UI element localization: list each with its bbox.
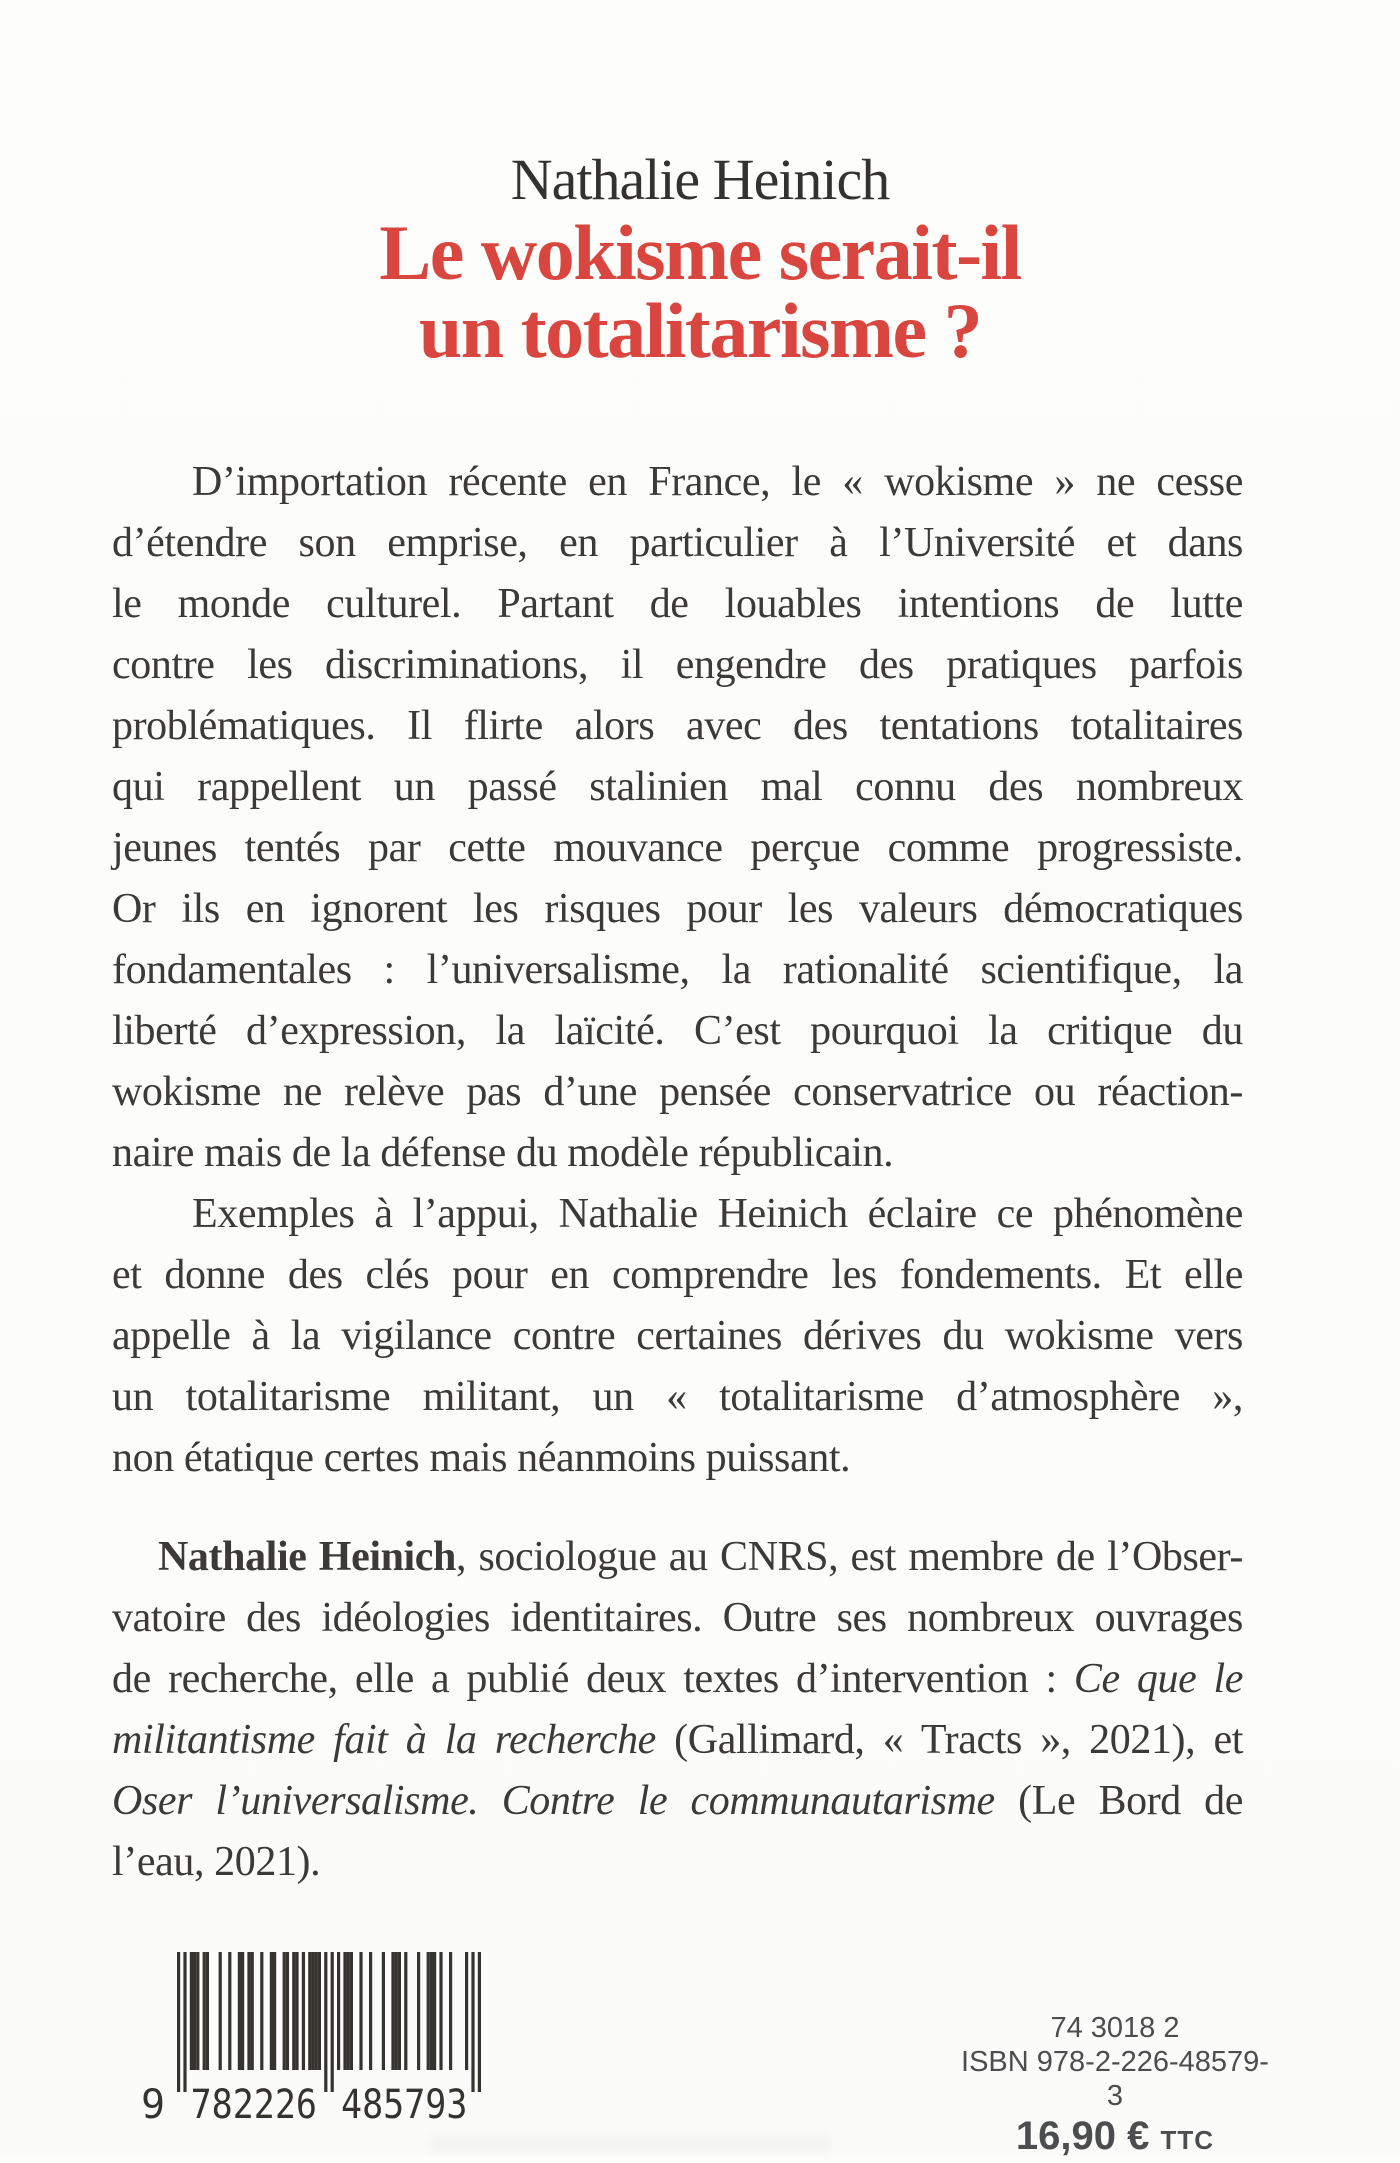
text-segment: Ce que le	[1073, 1656, 1243, 1702]
text-segment: fondamentales : l’universalisme, la rationalité scientifique, la	[112, 947, 1243, 993]
text-segment: wokisme ne relève pas d’une pensée conservatrice ou réaction-	[112, 1069, 1243, 1115]
text-segment: et donne des clés pour en comprendre les fondements. Et elle	[112, 1252, 1243, 1298]
text-segment: appelle à la vigilance contre certaines dérives du wokisme vers	[112, 1313, 1243, 1359]
text-segment: militantisme fait à la recherche	[112, 1717, 656, 1763]
text-segment: (Gallimard, « Tracts », 2021), et	[655, 1717, 1243, 1763]
text-segment: vatoire des idéologies identitaires. Outre ses nombreux ouvrages	[112, 1595, 1243, 1641]
text-line	[112, 1367, 1243, 1428]
text-line	[112, 574, 1243, 635]
isbn-number: ISBN 978-2-226-48579-3	[961, 2046, 1269, 2112]
text-line	[112, 1245, 1243, 1306]
text-line	[112, 635, 1243, 696]
text-line	[112, 879, 1243, 940]
barcode-image	[115, 1952, 515, 2127]
text-line	[112, 1649, 1243, 1710]
text-line	[112, 1771, 1243, 1832]
text-segment: Or ils en ignorent les risques pour les valeurs démocratiques	[112, 886, 1243, 932]
book-title	[0, 209, 1400, 374]
print-code: 74 3018 2	[1050, 2012, 1180, 2044]
text-segment: D’importation récente en France, le « wokisme » ne cesse	[192, 459, 1243, 505]
svg-text:782226: 782226	[190, 2082, 317, 2127]
text-line	[112, 1306, 1243, 1367]
text-line	[112, 1832, 1243, 1893]
scan-smudge	[430, 2136, 830, 2152]
text-line	[112, 1062, 1243, 1123]
paragraph	[112, 1527, 1243, 1893]
text-segment: Oser l’universalisme. Contre le communautarisme	[112, 1778, 995, 1824]
paragraph	[112, 452, 1243, 1184]
text-line	[112, 1428, 1243, 1489]
text-segment: liberté d’expression, la laïcité. C’est pourquoi la critique du	[112, 1008, 1243, 1054]
svg-text:485793: 485793	[341, 2082, 468, 2127]
text-line	[112, 513, 1243, 574]
text-line	[112, 696, 1243, 757]
text-segment: l’eau, 2021).	[112, 1839, 321, 1885]
text-segment: naire mais de la défense du modèle républicain.	[112, 1130, 894, 1176]
text-line	[112, 452, 1243, 513]
text-segment: qui rappellent un passé stalinien mal connu des nombreux	[112, 764, 1243, 810]
text-segment: (Le Bord de	[994, 1778, 1244, 1824]
book-blurb	[112, 452, 1243, 1893]
text-line	[112, 1001, 1243, 1062]
text-segment: de recherche, elle a publié deux textes d’intervention :	[112, 1656, 1074, 1702]
text-segment: non étatique certes mais néanmoins puissant.	[112, 1435, 851, 1481]
paragraph	[112, 1184, 1243, 1489]
text-segment: le monde culturel. Partant de louables intentions de lutte	[112, 581, 1243, 627]
text-segment: , sociologue au CNRS, est membre de l’Obser-	[456, 1534, 1243, 1580]
text-segment: jeunes tentés par cette mouvance perçue comme progressiste.	[112, 825, 1243, 871]
book-title-line1: Le wokisme serait-il	[379, 209, 1021, 296]
text-segment: un totalitarisme militant, un « totalitarisme d’atmosphère »,	[112, 1374, 1243, 1420]
text-line	[112, 1710, 1243, 1771]
text-line	[112, 940, 1243, 1001]
text-line	[112, 1527, 1243, 1588]
text-segment: d’étendre son emprise, en particulier à l’Université et dans	[112, 520, 1243, 566]
text-segment: Nathalie Heinich	[158, 1534, 457, 1580]
text-line	[112, 757, 1243, 818]
price-suffix: TTC	[1160, 2125, 1215, 2155]
ean13-barcode	[115, 1952, 515, 2127]
text-line	[112, 1588, 1243, 1649]
text-segment: contre les discriminations, il engendre des pratiques parfois	[112, 642, 1243, 688]
author-name: Nathalie Heinich	[510, 147, 890, 212]
text-line	[112, 1123, 1243, 1184]
book-title-line2: un totalitarisme ?	[418, 287, 982, 374]
text-line	[112, 1184, 1243, 1245]
price-block	[960, 2012, 1270, 2163]
text-segment: Exemples à l’appui, Nathalie Heinich éclaire ce phénomène	[192, 1191, 1243, 1237]
svg-text:9: 9	[141, 2082, 166, 2127]
text-segment: problématiques. Il flirte alors avec des tentations totalitaires	[112, 703, 1243, 749]
text-line	[112, 818, 1243, 879]
price-amount: 16,90 €	[1015, 2114, 1150, 2158]
